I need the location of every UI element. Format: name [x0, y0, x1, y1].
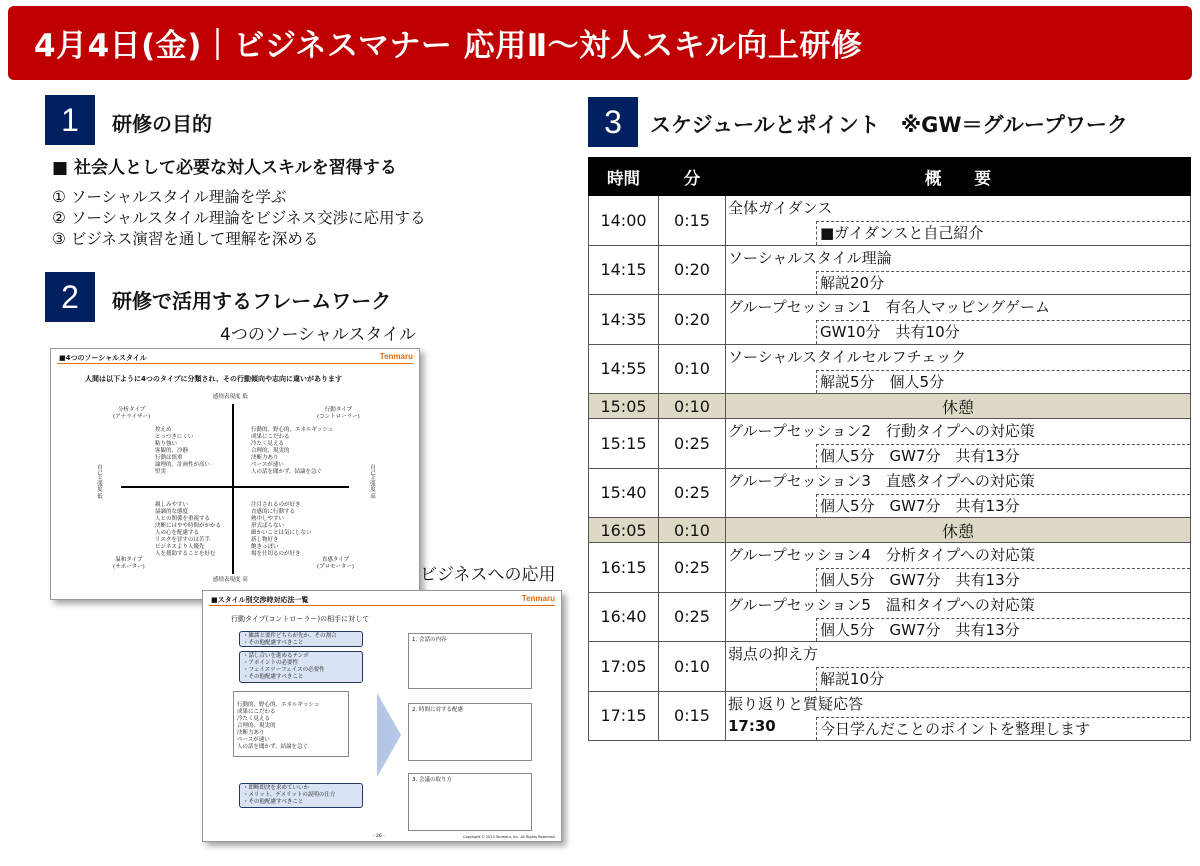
header-time: 時間 — [589, 158, 659, 196]
overview-cell — [726, 468, 1191, 518]
slide-divider — [57, 363, 413, 364]
header-minutes: 分 — [659, 158, 726, 196]
header-overview: 概 要 — [726, 158, 1191, 196]
session-title: グループセッション3 直感タイプへの対応策 — [728, 471, 1035, 490]
time-cell: 14:15 — [589, 245, 659, 295]
minutes-cell: 0:10 — [659, 394, 726, 419]
table-row — [589, 295, 1191, 345]
answer-box-1: 1. 会話の内容 — [408, 633, 532, 689]
overview-cell — [726, 344, 1191, 394]
axis-label-top: 感情表現度 低 — [213, 394, 248, 400]
horizontal-axis — [121, 486, 349, 488]
minutes-cell: 0:15 — [659, 691, 726, 741]
axis-label-left: 自己主張度 低 — [96, 464, 102, 499]
social-styles-slide — [50, 348, 420, 600]
section-2-number: 2 — [45, 272, 95, 322]
table-row — [589, 419, 1191, 469]
time-cell: 15:15 — [589, 419, 659, 469]
minutes-cell: 0:25 — [659, 543, 726, 593]
minutes-cell: 0:25 — [659, 419, 726, 469]
session-title: ソーシャルスタイルセルフチェック — [728, 347, 967, 366]
table-row — [589, 196, 1191, 246]
table-row — [589, 592, 1191, 642]
session-detail: 個人5分 GW7分 共有13分 — [816, 618, 1190, 642]
tenmaru-logo: Tenmaru — [521, 594, 555, 603]
session-detail: 解説10分 — [816, 667, 1190, 691]
slide-header: ■4つのソーシャルスタイル — [59, 354, 147, 362]
time-cell: 14:00 — [589, 196, 659, 246]
time-cell: 16:05 — [589, 518, 659, 543]
slide-header: ■スタイル別交渉時対応法一覧 — [211, 596, 309, 604]
session-end-time: 17:30 — [728, 716, 776, 735]
session-title: グループセッション2 行動タイプへの対応策 — [728, 422, 1035, 440]
overview-cell — [726, 592, 1191, 642]
minutes-cell: 0:25 — [659, 592, 726, 642]
time-cell: 17:05 — [589, 642, 659, 692]
minutes-cell: 0:20 — [659, 295, 726, 345]
session-title: 全体ガイダンス — [728, 199, 833, 217]
session-title: グループセッション4 分析タイプへの対応策 — [728, 546, 1035, 564]
overview-cell — [726, 419, 1191, 469]
session-detail: 解説20分 — [816, 271, 1190, 295]
section-2-heading: 研修で活用するフレームワーク — [112, 289, 392, 313]
break-row — [589, 394, 1191, 419]
time-cell: 16:15 — [589, 543, 659, 593]
note-callout-3: ・即断即決を求めていいか ・メリット、デメリットの説明の仕方 ・その他配慮すべきこと — [239, 783, 363, 808]
quadrant-analyzer-title: 分析タイプ (アナライザー) — [113, 407, 151, 420]
page-number: - 26 - — [373, 834, 385, 839]
break-label: 休憩 — [726, 518, 1191, 543]
purpose-item: ① ソーシャルスタイル理論を学ぶ — [52, 188, 287, 206]
overview-cell — [726, 691, 1191, 741]
note-callout-1: ・雑談と要件どちらが先か、その割合 ・その他配慮すべきこと — [239, 631, 363, 647]
table-row — [589, 245, 1191, 295]
table-row — [589, 691, 1191, 741]
vertical-axis — [232, 404, 234, 574]
break-label: 休憩 — [726, 394, 1191, 419]
quadrant-controller-traits: 行動的、野心的、エネルギッシュ 成果にこだわる 冷たく見える 合理的、現実的 決断力あり ペースが速い 人の話を聞かず、結論を急ぐ — [251, 427, 334, 475]
time-cell: 16:40 — [589, 592, 659, 642]
section-1-lead: ■ 社会人として必要な対人スキルを習得する — [52, 158, 397, 178]
table-row — [589, 468, 1191, 518]
break-row — [589, 518, 1191, 543]
session-detail: 今日学んだことのポイントを整理します — [816, 717, 1190, 741]
slide-divider — [209, 605, 555, 606]
section-3-heading: スケジュールとポイント ※GW＝グループワーク — [650, 113, 1128, 137]
minutes-cell: 0:10 — [659, 518, 726, 543]
minutes-cell: 0:25 — [659, 468, 726, 518]
axis-label-bottom: 感情表現度 高 — [213, 577, 248, 583]
negotiation-slide — [202, 590, 562, 842]
time-cell: 17:15 — [589, 691, 659, 741]
overview-cell — [726, 642, 1191, 692]
quadrant-promoter-title: 直感タイプ (プロモーター) — [317, 557, 355, 570]
section-1-number: 1 — [45, 95, 95, 145]
slide-subtitle: 行動タイプ(コントローラー)の相手に対して — [231, 615, 370, 623]
quadrant-supporter-title: 温和タイプ (サポーター) — [113, 557, 145, 570]
quadrant-analyzer-traits: 控えめ とっつきにくい 粘り強い 客観的、冷静 行動は慎重 論理的、計画性が高い 堅実 — [155, 427, 211, 475]
session-detail: 個人5分 GW7分 共有13分 — [816, 494, 1190, 518]
session-detail: 解説5分 個人5分 — [816, 370, 1190, 394]
table-row — [589, 344, 1191, 394]
overview-cell — [726, 295, 1191, 345]
quadrant-controller-title: 行動タイプ (コントローラー) — [317, 407, 360, 420]
answer-box-2: 2. 時間に対する配慮 — [408, 703, 532, 761]
session-detail: ■ガイダンスと自己紹介 — [816, 221, 1190, 245]
section-1-heading: 研修の目的 — [112, 112, 212, 136]
tenmaru-logo: Tenmaru — [379, 352, 413, 361]
quadrant-supporter-traits: 親しみやすい 協調的な態度 人との関係を重視する 決断にはやや時間がかかる 人の心を配慮する リスクを冒すのは苦手 ビジネスより人優先 人を援助することを好む — [155, 502, 222, 557]
time-cell: 14:35 — [589, 295, 659, 345]
minutes-cell: 0:10 — [659, 344, 726, 394]
table-row — [589, 543, 1191, 593]
answer-box-3: 3. 会議の取り方 — [408, 773, 532, 831]
time-cell: 14:55 — [589, 344, 659, 394]
session-title: グループセッション5 温和タイプへの対応策 — [728, 595, 1035, 614]
slide-2-caption: ビジネスへの応用 — [420, 565, 556, 585]
table-row — [589, 642, 1191, 692]
minutes-cell: 0:20 — [659, 245, 726, 295]
overview-cell — [726, 245, 1191, 295]
quadrant-promoter-traits: 注目されるのが好き 直感的に行動する 熱中しやすい 形式ばらない 細かいことは気にしない 新し物好き 飽きっぽい 場を仕切るのが好き — [251, 502, 312, 557]
session-detail: GW10分 共有10分 — [816, 320, 1190, 344]
session-title: グループセッション1 有名人マッピングゲーム — [728, 298, 1050, 316]
slide-subtitle: 人間は以下ように4つのタイプに分類され、その行動傾向や志向に違いがあります — [85, 375, 342, 383]
session-detail: 個人5分 GW7分 共有13分 — [816, 568, 1190, 592]
time-cell: 15:40 — [589, 468, 659, 518]
note-callout-2: ・話し合いを進めるテンポ ・アポイントの必要性 ・フェイスツーフェイスの必要性 ・その他配慮すべきこと — [239, 651, 363, 683]
time-cell: 15:05 — [589, 394, 659, 419]
page-title: 4月4日(金)｜ビジネスマナー 応用Ⅱ～対人スキル向上研修 — [8, 6, 1192, 80]
arrow-shape — [377, 693, 401, 777]
traits-box: 行動的、野心的、エネルギッシュ 成果にこだわる 冷たく見える 合理的、現実的 決断力あり ペースが速い 人の話を聞かず、結論を急ぐ — [233, 691, 349, 757]
schedule-table — [588, 157, 1191, 741]
purpose-item: ② ソーシャルスタイル理論をビジネス交渉に応用する — [52, 209, 426, 227]
axis-label-right: 自己主張度 高 — [369, 464, 375, 499]
overview-cell — [726, 543, 1191, 593]
purpose-list — [52, 187, 425, 250]
session-title: 振り返りと質疑応答 — [728, 694, 864, 713]
slide-1-caption: 4つのソーシャルスタイル — [220, 325, 416, 345]
copyright: Copyright © 2023 Tenmaru, inc. All Rights Reserved. — [463, 835, 556, 839]
session-detail: 個人5分 GW7分 共有13分 — [816, 444, 1190, 468]
minutes-cell: 0:15 — [659, 196, 726, 246]
section-3-number: 3 — [588, 97, 638, 147]
minutes-cell: 0:10 — [659, 642, 726, 692]
purpose-item: ③ ビジネス演習を通して理解を深める — [52, 230, 319, 248]
session-title: ソーシャルスタイル理論 — [728, 248, 892, 267]
session-title: 弱点の抑え方 — [728, 645, 819, 663]
overview-cell — [726, 196, 1191, 246]
